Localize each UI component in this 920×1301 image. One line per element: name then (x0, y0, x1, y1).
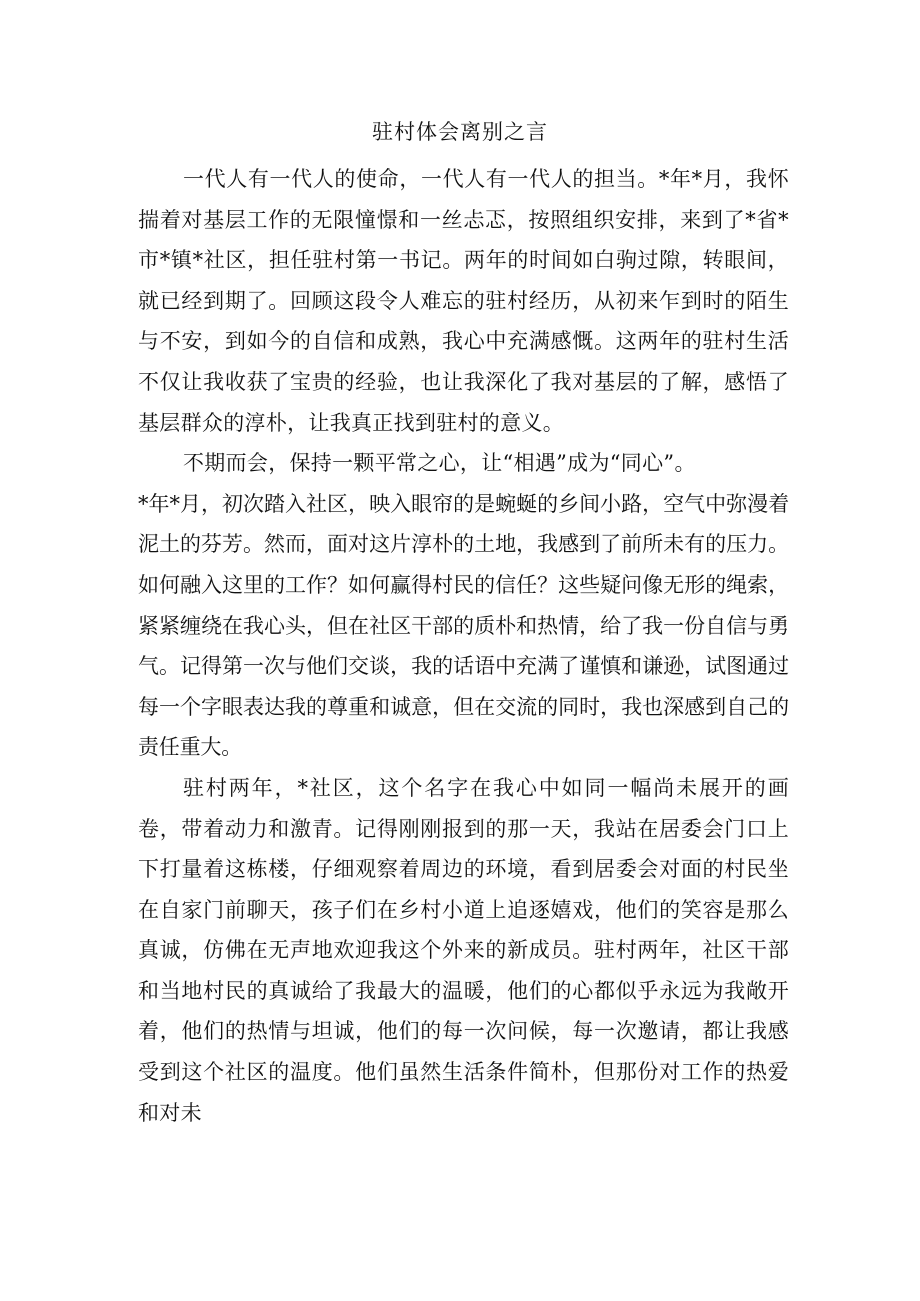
paragraph-intro: 一代人有一代人的使命，一代人有一代人的担当。*年*月，我怀揣着对基层工作的无限憧憬和一丝忐忑，按照组织安排，来到了*省*市*镇*社区，担任驻村第一书记。两年的时间如白驹过隙，转眼间，就已经到期了。回顾这段令人难忘的驻村经历，从初来乍到时的陌生与不安，到如今的自信和成熟，我心中充满感慨。这两年的驻村生活不仅让我收获了宝贵的经验，也让我深化了我对基层的了解，感悟了基层群众的淳朴，让我真正找到驻村的意义。 (138, 167, 789, 435)
paragraph-section-heading: 不期而会，保持一颗平常之心，让“相遇”成为“同心”。 (183, 451, 696, 476)
document-body (138, 159, 789, 1133)
paragraph-first-arrival: *年*月，初次踏入社区，映入眼帘的是蜿蜒的乡间小路，空气中弥漫着泥土的芬芳。然而，面对这片淳朴的土地，我感到了前所未有的压力。如何融入这里的工作？如何赢得村民的信任？这些疑问像无形的绳索，紧紧缠绕在我心头，但在社区干部的质朴和热情，给了我一份自信与勇气。记得第一次与他们交谈，我的话语中充满了谨慎和谦逊，试图通过每一个字眼表达我的尊重和诚意，但在交流的同时，我也深感到自己的责任重大。 (138, 491, 789, 760)
paragraph-two-years: 驻村两年，*社区，这个名字在我心中如同一幅尚未展开的画卷，带着动力和激青。记得刚刚报到的那一天，我站在居委会门口上下打量着这栋楼，仔细观察着周边的环境，看到居委会对面的村民坐在自家门前聊天，孩子们在乡村小道上追逐嬉戏，他们的笑容是那么真诚，仿佛在无声地欢迎我这个外来的新成员。驻村两年，社区干部和当地村民的真诚给了我最大的温暖，他们的心都似乎永远为我敞开着，他们的热情与坦诚，他们的每一次问候，每一次邀请，都让我感受到这个社区的温度。他们虽然生活条件简朴，但那份对工作的热爱和对未 (138, 775, 789, 1125)
document-title: 驻村体会离别之言 (372, 120, 548, 144)
